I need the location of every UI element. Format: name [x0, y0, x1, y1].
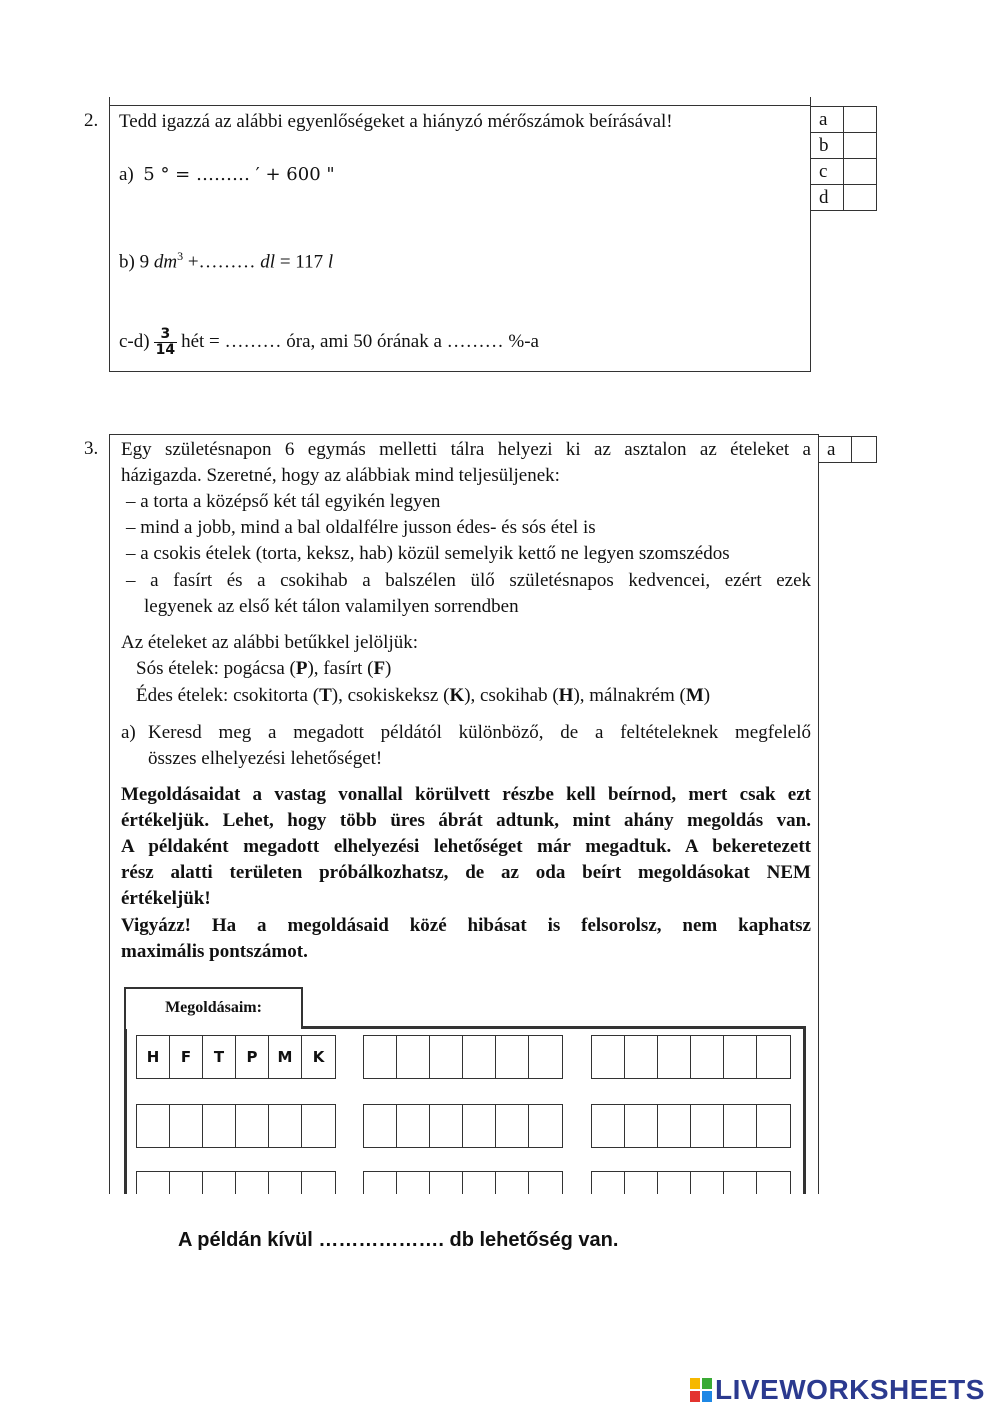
task3-intro-2: házigazda. Szeretné, hogy az alábbiak mind teljesüljenek:: [121, 465, 560, 486]
solution-cell[interactable]: [302, 1172, 335, 1194]
sweet-text-mid3: ), málnakrém (: [573, 685, 686, 706]
task2-cd: [119, 324, 539, 360]
task2-top-rule: [109, 105, 811, 106]
example-solution-grid: [136, 1035, 336, 1079]
solution-cell[interactable]: [397, 1036, 430, 1078]
salty-text-mid: ), fasírt (: [307, 658, 374, 679]
task2-b-eq: = 117: [275, 251, 328, 273]
solution-cell[interactable]: [430, 1036, 463, 1078]
task3-bold-1: Megoldásaidat a vastag vonallal körülvett részbe kell beírnod, mert csak ezt: [121, 784, 811, 805]
task3-letters-intro: Az ételeket az alábbi betűkkel jelöljük:: [121, 632, 419, 653]
solution-row-cutoff: [0, 1171, 1000, 1194]
solution-grid[interactable]: [363, 1171, 563, 1194]
example-cell-3: T: [203, 1036, 236, 1078]
solution-cell[interactable]: [529, 1172, 562, 1194]
solution-cell[interactable]: [691, 1105, 724, 1147]
sweet-letter-t: T: [319, 685, 332, 706]
task3-condition-3: – a csokis ételek (torta, keksz, hab) közül semelyik kettő ne legyen szomszédos: [126, 543, 730, 564]
task3-salty-foods: [136, 656, 391, 682]
sweet-text: Édes ételek: csokitorta (: [136, 685, 320, 706]
solution-grid[interactable]: [363, 1104, 563, 1148]
solution-grid[interactable]: [136, 1104, 336, 1148]
solution-cell[interactable]: [529, 1105, 562, 1147]
salty-letter-f: F: [373, 658, 386, 679]
solution-cell[interactable]: [137, 1105, 170, 1147]
task2-cd-label: c-d): [119, 331, 150, 352]
brand-name: LIVEWORKSHEETS: [715, 1374, 985, 1405]
solution-cell[interactable]: [724, 1105, 757, 1147]
score-label-a: a: [811, 107, 844, 133]
solution-cell[interactable]: [137, 1172, 170, 1194]
solution-cell[interactable]: [170, 1105, 203, 1147]
solution-grid[interactable]: [591, 1035, 791, 1079]
logo-tile-e: [702, 1391, 712, 1402]
task2-b-unit-l: l: [327, 251, 334, 273]
score-box-3a[interactable]: [852, 437, 877, 463]
logo-tile-v: [690, 1391, 700, 1402]
solutions-tab: [124, 987, 303, 1029]
solution-cell[interactable]: [724, 1172, 757, 1194]
fraction-numerator: 3: [154, 327, 177, 343]
example-cell-6: K: [312, 1048, 325, 1066]
task3-a-line-2: összes elhelyezési lehetőséget!: [148, 748, 383, 769]
solution-cell[interactable]: [463, 1105, 496, 1147]
score-label-c: c: [811, 159, 844, 185]
task3-condition-2: – mind a jobb, mind a bal oldalfélre jusson édes- és sós étel is: [126, 517, 596, 538]
salty-letter-p: P: [295, 658, 308, 679]
salty-text: Sós ételek: pogácsa (: [136, 658, 296, 679]
solution-cell[interactable]: [625, 1036, 658, 1078]
solution-cell[interactable]: [658, 1105, 691, 1147]
task3-bold-2: értékeljük. Lehet, hogy több üres ábrát adtunk, mint ahány megoldás van.: [121, 810, 811, 831]
solution-cell[interactable]: [302, 1105, 335, 1147]
solution-cell[interactable]: [236, 1105, 269, 1147]
solution-cell[interactable]: [724, 1036, 757, 1078]
sweet-text-end: ): [703, 685, 711, 706]
task3-condition-4b: legyenek az első két tálon valamilyen sorrendben: [144, 596, 519, 617]
task3-a-label: a): [121, 722, 136, 743]
solution-cell[interactable]: [691, 1172, 724, 1194]
solution-cell[interactable]: [496, 1105, 529, 1147]
sweet-letter-h: H: [558, 685, 574, 706]
task3-sweet-foods: [136, 683, 710, 709]
task2-a-expression: 5 ° = ……… ′ + 600 ": [143, 164, 335, 185]
solution-cell[interactable]: [364, 1105, 397, 1147]
solution-cell[interactable]: [757, 1036, 790, 1078]
score-label-3a: a: [819, 437, 852, 463]
solution-cell[interactable]: [203, 1105, 236, 1147]
task2-a: [119, 162, 335, 188]
example-cell-4: P: [236, 1036, 269, 1078]
solution-cell[interactable]: [269, 1105, 302, 1147]
score-box-b[interactable]: [844, 133, 877, 159]
fraction-denominator: 14: [155, 342, 176, 359]
solution-grid[interactable]: [136, 1171, 336, 1194]
solution-cell[interactable]: [757, 1172, 790, 1194]
solution-cell[interactable]: [364, 1036, 397, 1078]
sweet-letter-k: K: [449, 685, 465, 706]
score-label-d: d: [811, 185, 844, 211]
task3-bold-7: maximális pontszámot.: [121, 941, 308, 962]
task2-cd-fraction: [154, 327, 177, 358]
task2-b-mid: +………: [183, 251, 261, 273]
task3-bold-5: értékeljük!: [121, 888, 211, 909]
solution-cell[interactable]: [757, 1105, 790, 1147]
solution-cell[interactable]: [625, 1105, 658, 1147]
sweet-text-mid1: ), csokiskeksz (: [331, 685, 450, 706]
answer-count-line[interactable]: A példán kívül ………………. db lehetőség van.: [178, 1229, 619, 1251]
task3-score-table: [818, 436, 877, 463]
sweet-text-mid2: ), csokihab (: [464, 685, 559, 706]
example-cell-2: F: [170, 1036, 203, 1078]
task2-b-unit-dl: dl: [260, 251, 276, 273]
salty-text-end: ): [385, 658, 392, 679]
task3-bold-3: A példaként megadott elhelyezési lehetőséget már megadtuk. A bekeretezett: [121, 836, 811, 857]
solution-cell[interactable]: [430, 1172, 463, 1194]
solution-cell[interactable]: [625, 1172, 658, 1194]
brand-logo-icon: [690, 1378, 712, 1402]
solution-cell[interactable]: [397, 1105, 430, 1147]
solution-cell[interactable]: [397, 1172, 430, 1194]
logo-tile-l: [690, 1378, 700, 1389]
score-box-c[interactable]: [844, 159, 877, 185]
solutions-tab-label: Megoldásaim:: [165, 999, 262, 1016]
score-box-a[interactable]: [844, 107, 877, 133]
solution-cell[interactable]: [463, 1172, 496, 1194]
solution-cell[interactable]: [463, 1036, 496, 1078]
task3-a-line-1: Keresd meg a megadott példától különböző, de a feltételeknek megfelelő: [148, 722, 811, 743]
solution-cell[interactable]: [529, 1036, 562, 1078]
task3-condition-4a: – a fasírt és a csokihab a balszélen ülő születésnapos kedvencei, ezért ezek: [126, 570, 811, 591]
task2-number: 2.: [84, 110, 99, 131]
solution-cell[interactable]: [658, 1172, 691, 1194]
solution-cell[interactable]: [236, 1172, 269, 1194]
solution-cell[interactable]: [592, 1172, 625, 1194]
solution-cell[interactable]: [430, 1105, 463, 1147]
task2-cd-text: hét = ……… óra, ami 50 órának a ……… %-a: [181, 331, 539, 352]
task2-b-label: b): [119, 251, 135, 273]
solution-grid[interactable]: [591, 1171, 791, 1194]
solution-cell[interactable]: [496, 1036, 529, 1078]
task2-a-label: a): [119, 164, 134, 185]
solution-cell[interactable]: [203, 1172, 236, 1194]
task2-b: [119, 243, 333, 275]
task3-intro-1: Egy születésnapon 6 egymás melletti tálra helyezi ki az asztalon az ételeket a: [121, 439, 811, 460]
solution-cell[interactable]: [691, 1036, 724, 1078]
example-cell-5: M: [269, 1036, 302, 1078]
solution-cell[interactable]: [592, 1036, 625, 1078]
score-label-b: b: [811, 133, 844, 159]
task3-bold-4: rész alatti területen próbálkozhatsz, de az oda beírt megoldásokat NEM: [121, 862, 811, 883]
task2-score-table: [810, 106, 877, 211]
example-cell-1: H: [137, 1036, 170, 1078]
task2-b-pre: 9: [139, 251, 154, 273]
solution-cell[interactable]: [658, 1036, 691, 1078]
solution-cell[interactable]: [496, 1172, 529, 1194]
task3-bold-6: Vigyázz! Ha a megoldásaid közé hibásat is felsorolsz, nem kaphatsz: [121, 915, 811, 936]
solution-grid[interactable]: [363, 1035, 563, 1079]
solution-grid[interactable]: [591, 1104, 791, 1148]
sweet-letter-m: M: [685, 685, 704, 706]
solution-cell[interactable]: [364, 1172, 397, 1194]
task3-number: 3.: [84, 438, 99, 459]
task2-b-unit-dm: dm: [153, 251, 178, 273]
solution-cell[interactable]: [592, 1105, 625, 1147]
task3-condition-1: – a torta a középső két tál egyikén legyen: [126, 491, 441, 512]
solution-cell[interactable]: [269, 1172, 302, 1194]
task2-title: Tedd igazzá az alábbi egyenlőségeket a hiányzó mérőszámok beírásával!: [119, 111, 673, 132]
solution-cell[interactable]: [170, 1172, 203, 1194]
logo-tile-i: [702, 1378, 712, 1389]
task2-b-sup: 3: [177, 249, 184, 263]
score-box-d[interactable]: [844, 185, 877, 211]
